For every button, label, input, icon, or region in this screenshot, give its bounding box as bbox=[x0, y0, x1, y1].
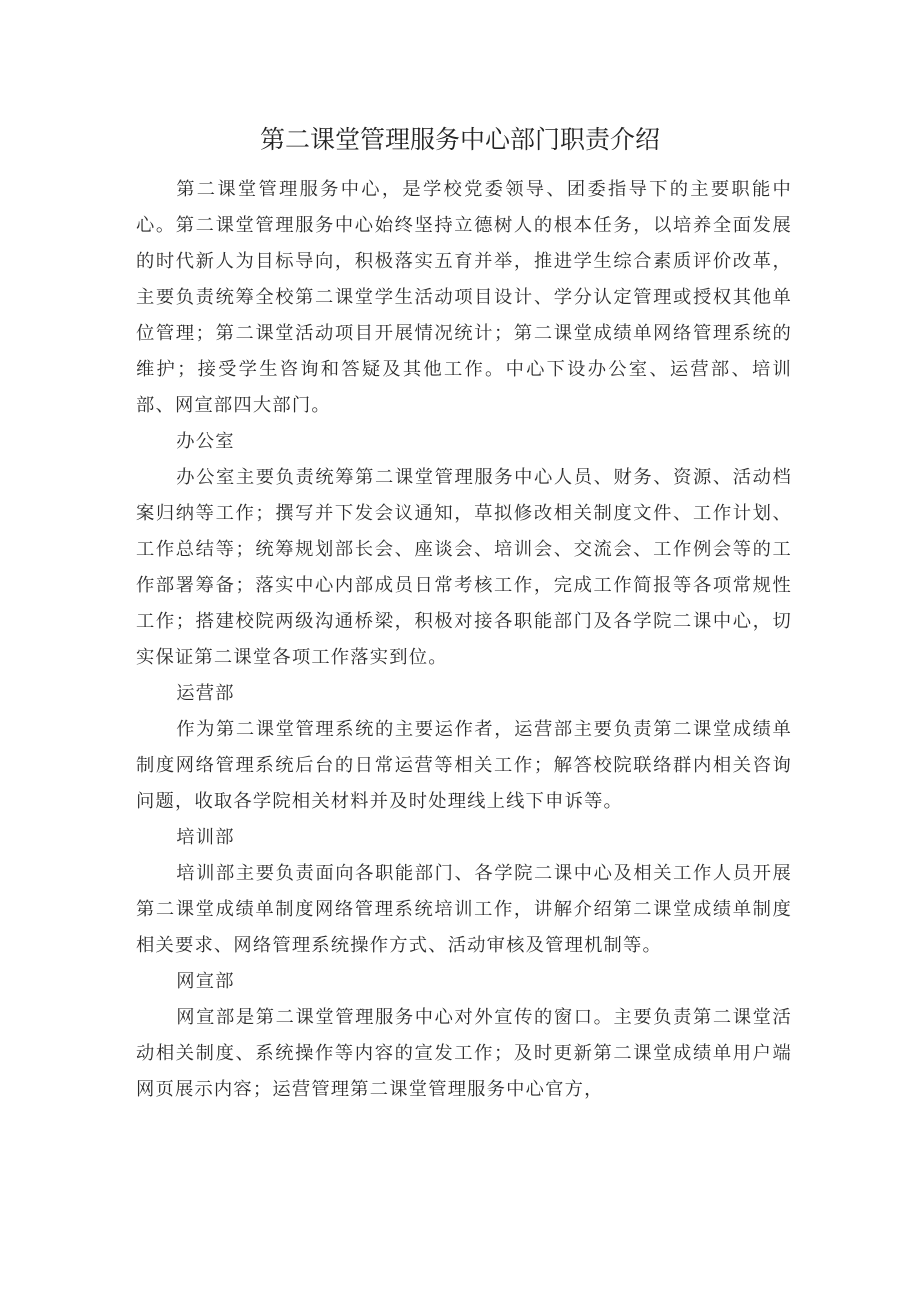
section-heading-operations: 运营部 bbox=[176, 683, 235, 704]
section-text-operations: 作为第二课堂管理系统的主要运作者，运营部主要负责第二课堂成绩单制度网络管理系统后台的日常运营等相关工作；解答校院联络群内相关咨询问题，收取各学院相关材料并及时处理线上线下申诉等。 bbox=[136, 719, 792, 812]
section-text-office: 办公室主要负责统筹第二课堂管理服务中心人员、财务、资源、活动档案归纳等工作；撰写并下发会议通知，草拟修改相关制度文件、工作计划、工作总结等；统筹规划部长会、座谈会、培训会、交流会、工作例会等的工作部署筹备；落实中心内部成员日常考核工作，完成工作简报等各项常规性工作；搭建校院两级沟通桥梁，积极对接各职能部门及各学院二课中心，切实保证第二课堂各项工作落实到位。 bbox=[136, 467, 792, 668]
section-text-training: 培训部主要负责面向各职能部门、各学院二课中心及相关工作人员开展第二课堂成绩单制度网络管理系统培训工作，讲解介绍第二课堂成绩单制度相关要求、网络管理系统操作方式、活动审核及管理机制等。 bbox=[136, 863, 792, 956]
section-heading-office: 办公室 bbox=[176, 431, 235, 452]
document-body bbox=[136, 172, 792, 1108]
section-heading-training: 培训部 bbox=[176, 827, 235, 848]
document-title: 第二课堂管理服务中心部门职责介绍 bbox=[259, 125, 660, 154]
section-text-publicity: 网宣部是第二课堂管理服务中心对外宣传的窗口。主要负责第二课堂活动相关制度、系统操作等内容的宣发工作；及时更新第二课堂成绩单用户端网页展示内容；运营管理第二课堂管理服务中心官方， bbox=[136, 1007, 792, 1100]
intro-paragraph: 第二课堂管理服务中心，是学校党委领导、团委指导下的主要职能中心。第二课堂管理服务中心始终坚持立德树人的根本任务，以培养全面发展的时代新人为目标导向，积极落实五育并举，推进学生综合素质评价改革，主要负责统筹全校第二课堂学生活动项目设计、学分认定管理或授权其他单位管理；第二课堂活动项目开展情况统计；第二课堂成绩单网络管理系统的维护；接受学生咨询和答疑及其他工作。中心下设办公室、运营部、培训部、网宣部四大部门。 bbox=[136, 179, 792, 416]
section-heading-publicity: 网宣部 bbox=[176, 971, 235, 992]
